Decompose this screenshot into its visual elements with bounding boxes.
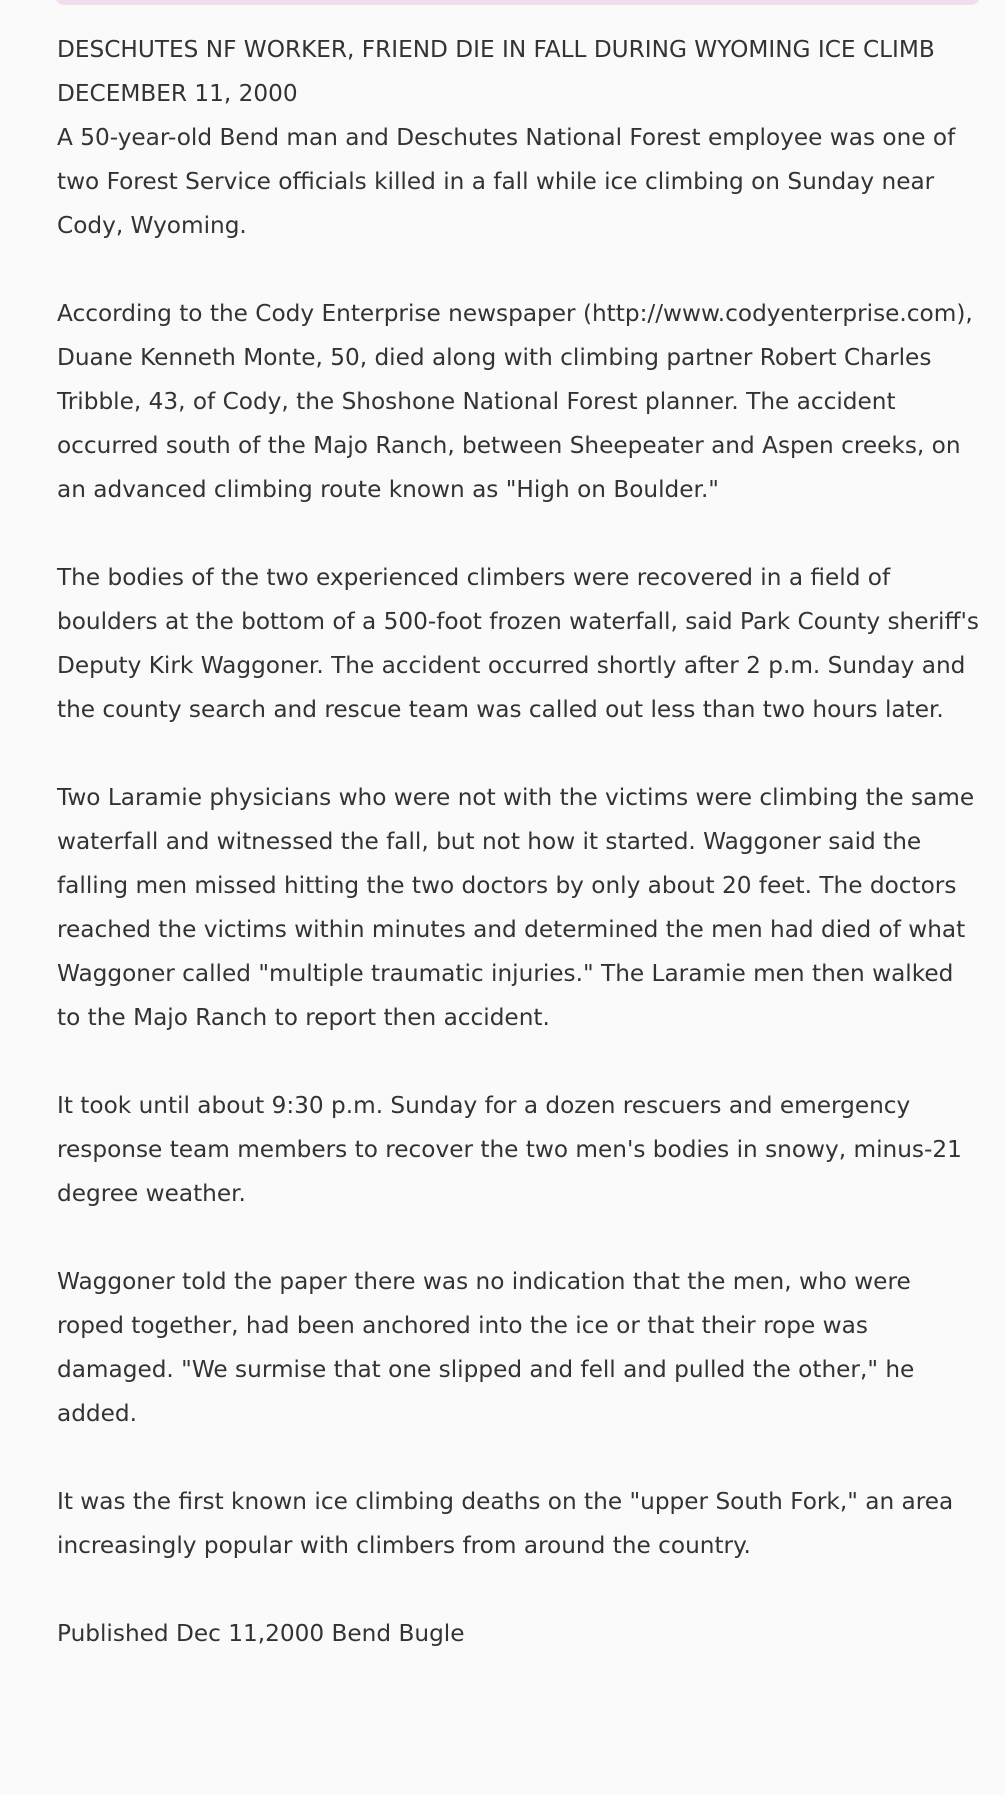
article-paragraph: It was the first known ice climbing deaths on the "upper South Fork," an area increasingly popular with climbers from around the country. <box>57 1488 954 1559</box>
article-paragraph: According to the Cody Enterprise newspaper (http://www.codyenterprise.com), Duane Kenneth Monte, 50, died along with climbing partner Robert Charles Tribble, 43, of Cody, the Shoshone National Forest planner. The accident occurred south of the Majo Ranch, between Sheepeater and Aspen creeks, on an advanced climbing route known as "High on Boulder." <box>57 300 973 503</box>
article <box>57 28 982 1700</box>
article-paragraph: It took until about 9:30 p.m. Sunday for a dozen rescuers and emergency response team members to recover the two men's bodies in snowy, minus-21 degree weather. <box>57 1092 962 1207</box>
article-date: DECEMBER 11, 2000 <box>57 80 298 107</box>
top-banner-edge <box>55 0 980 5</box>
article-paragraph: Two Laramie physicians who were not with the victims were climbing the same waterfall and witnessed the fall, but not how it started. Waggoner said the falling men missed hitting the two doctors by only about 20 feet. The doctors reached the victims within minutes and determined the men had died of what Waggoner called "multiple traumatic injuries." The Laramie men then walked to the Majo Ranch to report then accident. <box>57 784 975 1031</box>
article-paragraph: A 50-year-old Bend man and Deschutes National Forest employee was one of two Forest Service officials killed in a fall while ice climbing on Sunday near Cody, Wyoming. <box>57 124 956 239</box>
article-paragraph: The bodies of the two experienced climbers were recovered in a field of boulders at the bottom of a 500-foot frozen waterfall, said Park County sheriff's Deputy Kirk Waggoner. The accident occurred shortly after 2 p.m. Sunday and the county search and rescue team was called out less than two hours later. <box>57 564 979 723</box>
article-byline: Published Dec 11,2000 Bend Bugle <box>57 1620 465 1647</box>
article-paragraph: Waggoner told the paper there was no indication that the men, who were roped together, had been anchored into the ice or that their rope was damaged. "We surmise that one slipped and fell and pulled the other," he added. <box>57 1268 915 1427</box>
article-headline: DESCHUTES NF WORKER, FRIEND DIE IN FALL DURING WYOMING ICE CLIMB <box>57 36 935 63</box>
